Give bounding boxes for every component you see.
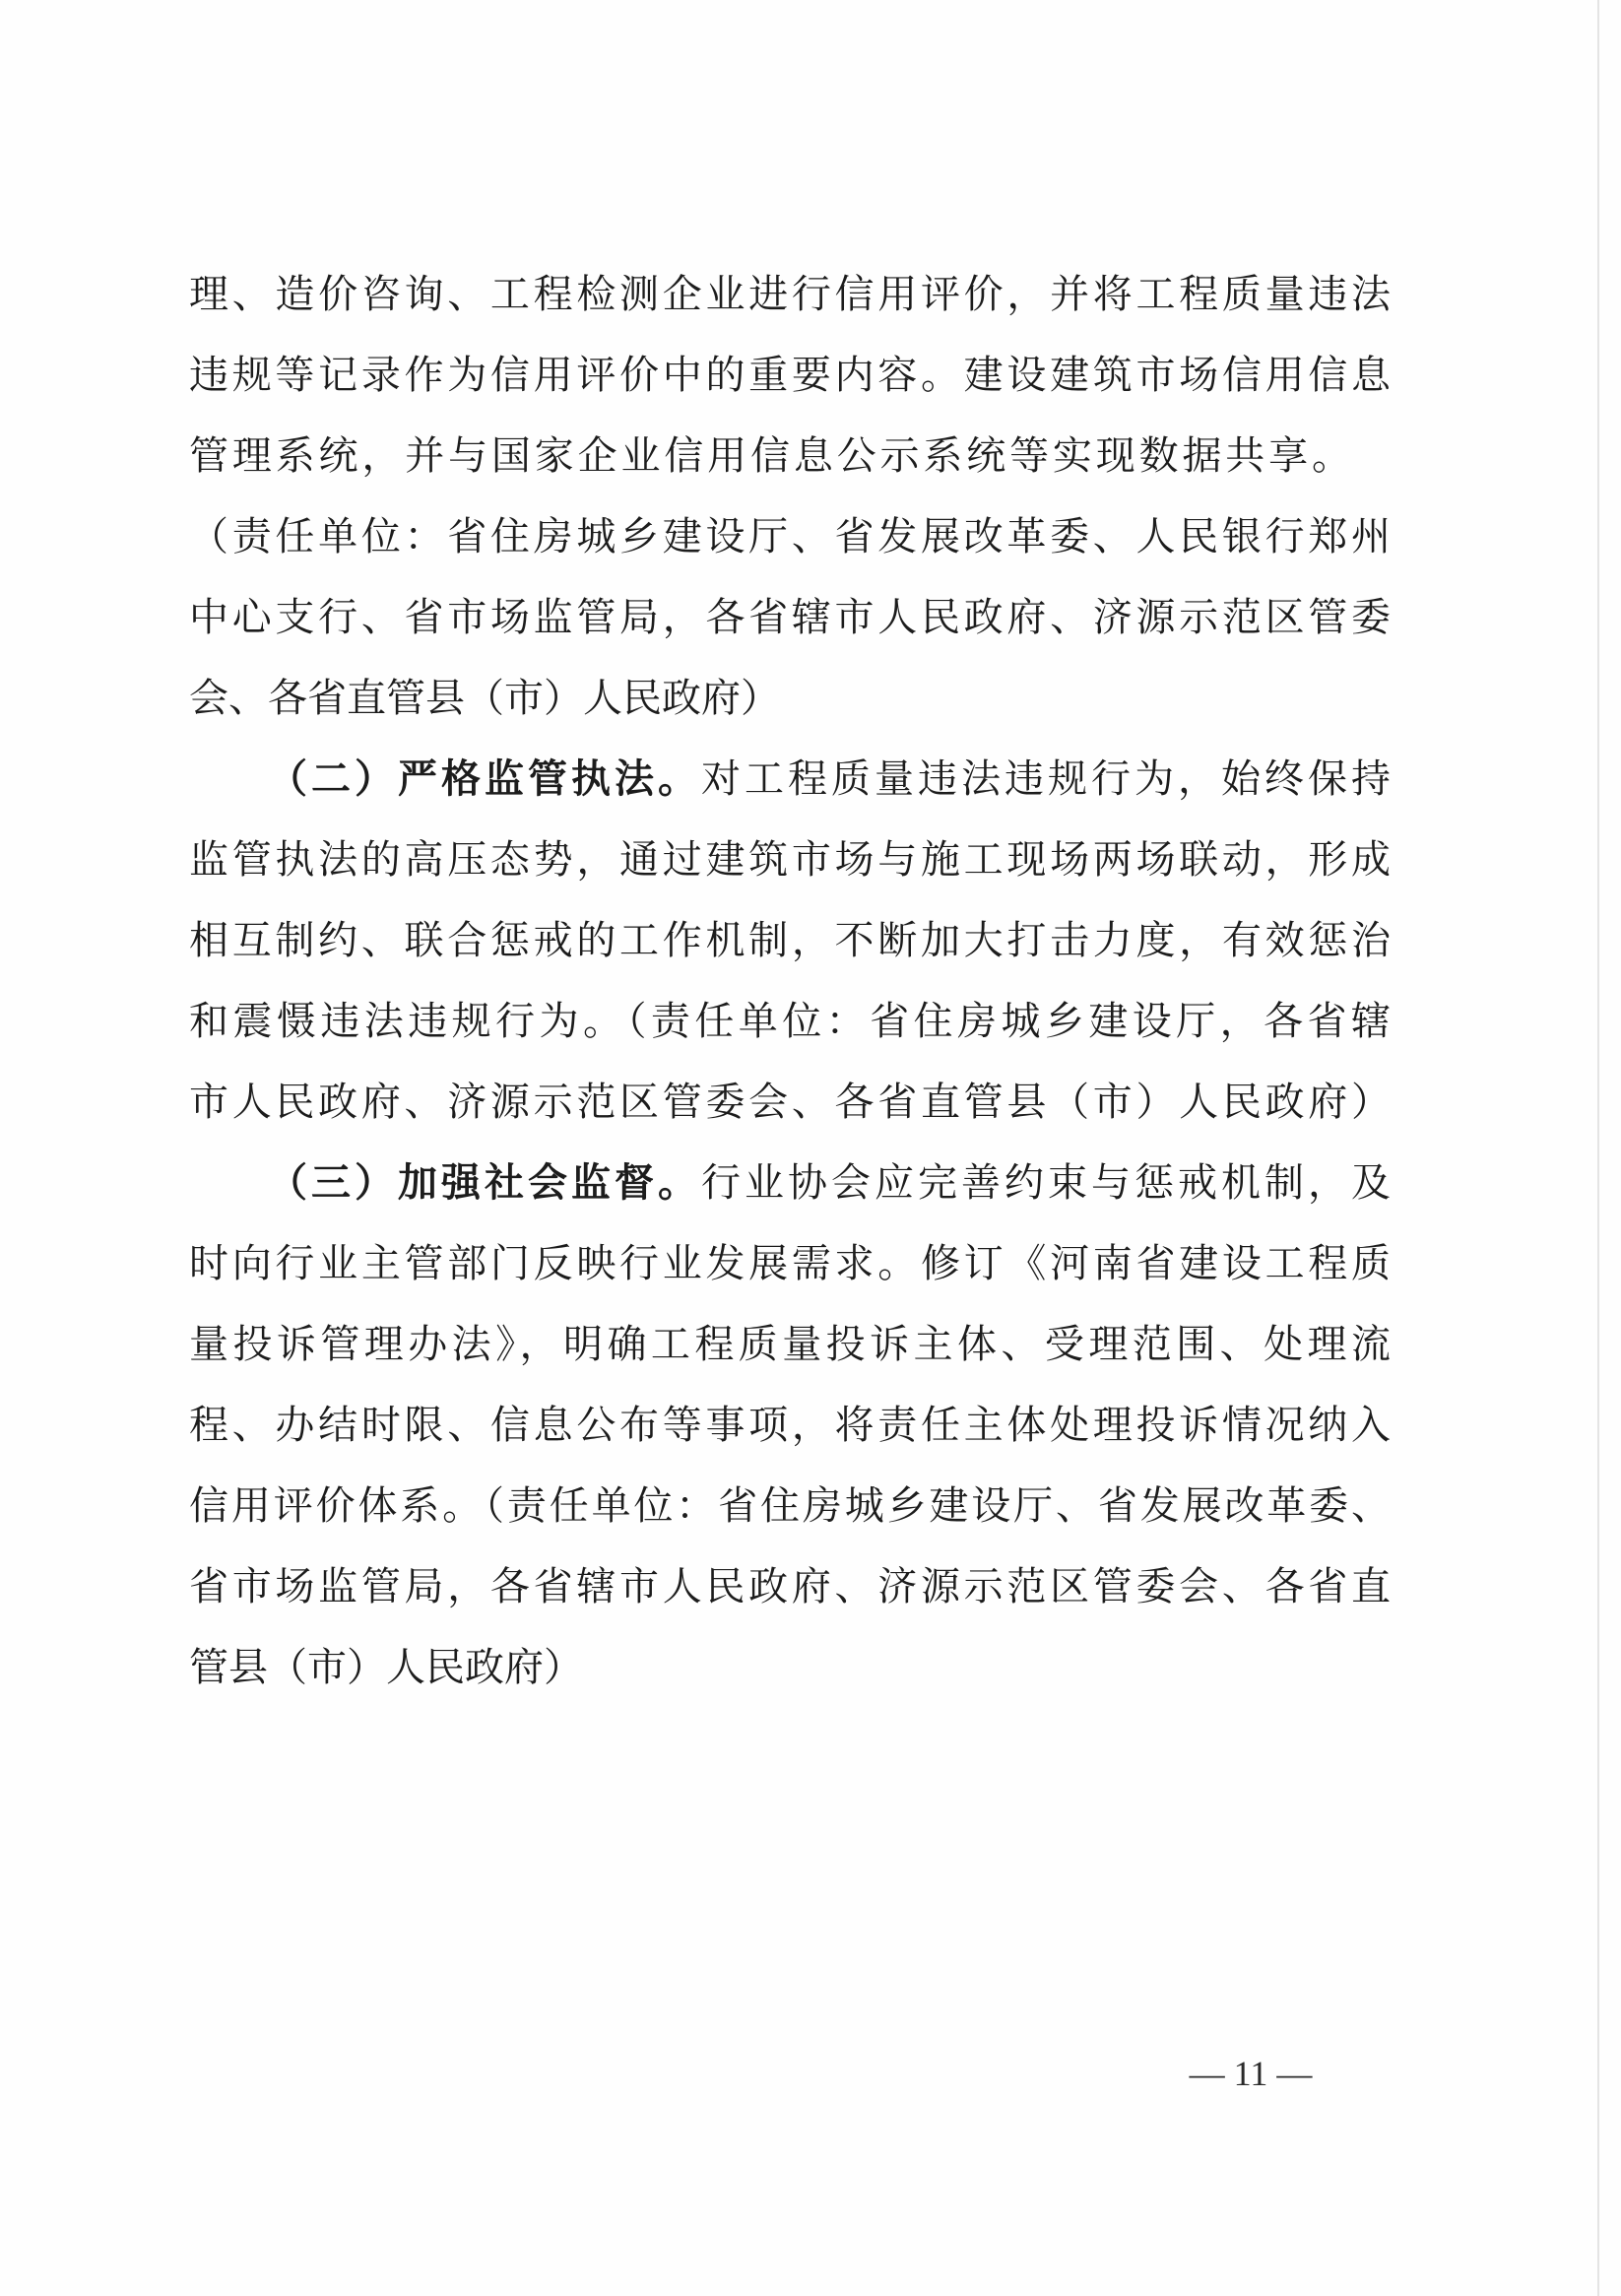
page-number: — 11 — [1189,2054,1313,2093]
page-edge-shadow [1597,0,1599,2296]
document-body [189,254,1391,1708]
text-line: 时向行业主管部门反映行业发展需求。修订《河南省建设工程质 [189,1241,1391,1286]
text-line: 管理系统，并与国家企业信用信息公示系统等实现数据共享。 [189,433,1351,479]
section-three-first-line [189,1143,1391,1223]
text-line: 监管执法的高压态势，通过建筑市场与施工现场两场联动，形成 [189,837,1391,883]
section-three-heading: （三）加强社会监督。 [268,1159,701,1206]
text-line: 省市场监管局，各省辖市人民政府、济源示范区管委会、各省直 [189,1564,1391,1609]
section-three-first-text: 行业协会应完善约束与惩戒机制，及 [701,1160,1391,1206]
text-line: 市人民政府、济源示范区管委会、各省直管县（市）人民政府） [189,1080,1391,1125]
text-line: 管县（市）人民政府） [189,1645,583,1690]
text-line: 会、各省直管县（市）人民政府） [189,676,780,721]
text-line: 信用评价体系。（责任单位：省住房城乡建设厅、省发展改革委、 [189,1483,1391,1529]
text-line: 相互制约、联合惩戒的工作机制，不断加大打击力度，有效惩治 [189,918,1391,963]
text-line: 中心支行、省市场监管局，各省辖市人民政府、济源示范区管委 [189,595,1391,640]
text-line: 程、办结时限、信息公布等事项，将责任主体处理投诉情况纳入 [189,1403,1391,1448]
text-line: （责任单位：省住房城乡建设厅、省发展改革委、人民银行郑州 [189,514,1391,559]
text-line: 量投诉管理办法》，明确工程质量投诉主体、受理范围、处理流 [189,1322,1391,1367]
text-line: 理、造价咨询、工程检测企业进行信用评价，并将工程质量违法 [189,272,1391,317]
section-two-first-line [189,739,1391,820]
section-two-heading: （二）严格监管执法。 [268,755,701,802]
text-line: 和震慑违法违规行为。（责任单位：省住房城乡建设厅，各省辖 [189,999,1391,1044]
section-two-first-text: 对工程质量违法违规行为，始终保持 [701,756,1391,802]
text-line: 违规等记录作为信用评价中的重要内容。建设建筑市场信用信息 [189,353,1391,398]
